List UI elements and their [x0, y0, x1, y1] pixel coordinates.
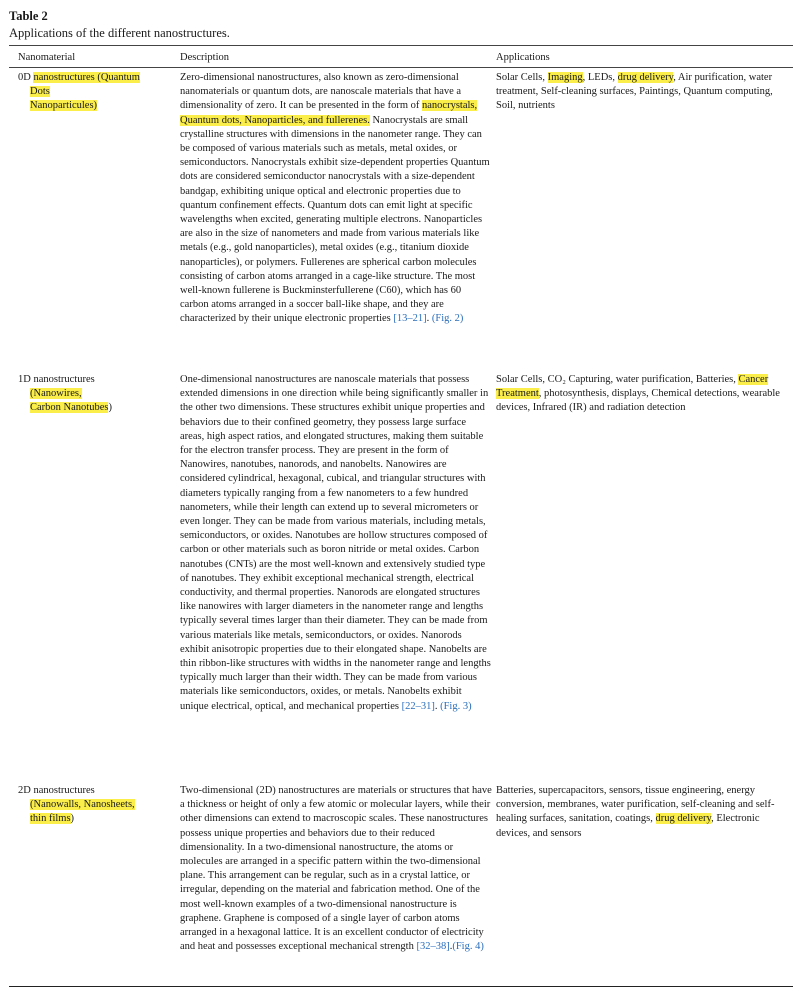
material-highlight: (Nanowires, — [30, 388, 82, 400]
citation-link[interactable]: [13–21] — [393, 313, 427, 325]
figure-link[interactable]: (Fig. 3) — [440, 700, 472, 712]
top-rule — [9, 45, 793, 46]
material-cell — [9, 71, 159, 114]
description-cell — [180, 71, 492, 327]
header-nanomaterial: Nanomaterial — [18, 52, 76, 63]
material-highlight: Carbon Nanotubes — [30, 402, 109, 414]
description-cell — [180, 784, 492, 954]
material-text: ) — [70, 813, 75, 825]
applications-highlight: Cancer Treatment — [496, 374, 769, 400]
applications-text: Solar Cells, — [496, 72, 548, 83]
citation-link[interactable]: [22–31] — [401, 700, 435, 712]
description-text: Zero-dimensional nanostructures, also known as zero-dimensional nanomaterials or quantum dots, are nanoscale materials that have a dimensionality of zero. It can be presented in the form of — [180, 72, 462, 112]
material-cell — [9, 784, 159, 827]
description-highlight: nanocrystals, Quantum dots, Nanoparticles, and fullerenes. — [180, 100, 478, 126]
applications-text: , LEDs, — [582, 72, 618, 83]
applications-highlight: drug delivery — [655, 813, 712, 825]
description-text: . — [434, 700, 441, 712]
description-text: . — [426, 313, 432, 325]
material-highlight: (Nanowalls, Nanosheets, — [30, 799, 135, 811]
table-caption: Applications of the different nanostructures. — [9, 26, 230, 40]
applications-text: , Electronic devices, and sensors — [496, 813, 760, 839]
header-description: Description — [180, 52, 229, 63]
material-highlight: Dots — [30, 86, 50, 98]
material-dimension: 1D nanostructures — [18, 374, 95, 385]
applications-cell — [496, 373, 791, 416]
applications-cell — [496, 71, 791, 114]
bottom-rule — [9, 986, 793, 987]
header-rule — [9, 67, 793, 68]
description-text: One-dimensional nanostructures are nanoscale materials that possess extended dimensions in one direction while being significantly smaller in the other two dimensions. These structures exhibit unique properties and behaviors due to their confined geometry, they possess large surface areas, high aspect ratios, and elongated structures, making them suitable for the electron transfer process. They are present in the form of Nanowires, nanotubes, nanorods, and nanobelts. Nanowires are considered cylindrical, hexagonal, cubical, and triangular structures with diameters typically ranging from a few nanometers to a few hundred nanometers, while their length can extend up to several micrometers or even longer. They can be made from various materials, including metals, semiconductors, or oxides. Nanotubes are hollow structures composed of carbon or other materials such as boron nitride or metal oxides. Carbon nanotubes (CNTs) are the most well-known and extensively studied type of nanotubes. They exhibit exceptional mechanical strength, electrical conductivity, and thermal properties. Nanorods are elongated structures like nanowires with larger diameters in the nanometer range and lengths typically several times larger than their diameter. They can be made from various materials like metals, semiconductors, or oxides. Nanorods exhibit anisotropic properties due to their elongated shape. Nanobelts are thin ribbon-like structures with widths in the nanometer range and lengths typically much larger than their width. They can be made from various materials like semiconductors, oxides, or metals. Nanobelts exhibit unique electrical, optical, and mechanical properties — [180, 374, 491, 712]
header-applications: Applications — [496, 52, 550, 63]
description-text: Two-dimensional (2D) nanostructures are materials or structures that have a thickness or height of only a few atomic or molecular layers, while their other dimensions can extend to macroscopic scales. These nanostructures possess unique properties and behaviors due to their reduced dimensionality. In a two-dimensional nanostructure, the atoms or molecules are arranged in a specific pattern within the two-dimensional plane. This arrangement can be regular, such as in a crystal lattice, or irregular, depending on the material and fabrication method. One of the most well-known examples of a two-dimensional nanostructure is graphene. Graphene is composed of a single layer of carbon atoms arranged in a hexagonal lattice. It is an excellent conductor of electricity and heat and possesses exceptional mechanical strength — [180, 785, 492, 953]
applications-highlight: Imaging — [547, 72, 583, 83]
material-highlight: nanostructures (Quantum — [33, 72, 140, 83]
description-text: . — [449, 941, 453, 953]
applications-text: Solar Cells, CO₂ Capturing, water purification, Batteries, — [496, 374, 739, 385]
description-text: Nanocrystals are small crystalline structures with dimensions in the nanometer range. They can be composed of various materials such as metals, metal oxides, or semiconductors. Nanocrystals exhibit size-dependent properties Quantum dots are considered semiconductor nanocrystals with a size-dependent bandgap, exhibiting unique optical and electronic properties due to quantum confinement effects. Quantum dots can emit light at specific wavelengths when excited, generating multiple electrons. Nanoparticles are also in the size of nanometers and made from various materials like metals (e.g., gold nanoparticles), metal oxides (e.g., titanium dioxide nanoparticles), or polymers. Fullerenes are spherical carbon molecules consisting of carbon atoms arranged in a cage-like structure. The most well-known fullerene is Buckminsterfullerene (C60), which has 60 carbon atoms arranged in a soccer ball-like shape, and they are characterized by their unique electronic properties — [180, 114, 490, 325]
applications-text: Batteries, supercapacitors, sensors, tissue engineering, energy conversion, membranes, water purification, self-cleaning and self-healing surfaces, sanitation, coatings, — [496, 785, 775, 825]
figure-link[interactable]: (Fig. 4) — [452, 941, 484, 953]
applications-cell — [496, 784, 791, 841]
material-dimension: 2D nanostructures — [18, 785, 95, 796]
figure-link[interactable]: (Fig. 2) — [431, 313, 464, 325]
material-cell — [9, 373, 159, 416]
material-text: ) — [108, 402, 112, 414]
citation-link[interactable]: [32–38] — [416, 941, 450, 953]
applications-highlight: drug delivery — [617, 72, 674, 83]
material-highlight: Nanoparticules) — [30, 100, 98, 112]
applications-text: , photosynthesis, displays, Chemical detections, wearable devices, Infrared (IR) and radiation detection — [496, 388, 780, 414]
material-highlight: thin films — [30, 813, 71, 825]
applications-text: , Air purification, water treatment, Self-cleaning surfaces, Paintings, Quantum computing, Soil, nutrients — [496, 72, 773, 112]
table-label: Table 2 — [9, 9, 48, 23]
material-dimension: 0D — [18, 72, 34, 83]
description-cell — [180, 373, 492, 714]
